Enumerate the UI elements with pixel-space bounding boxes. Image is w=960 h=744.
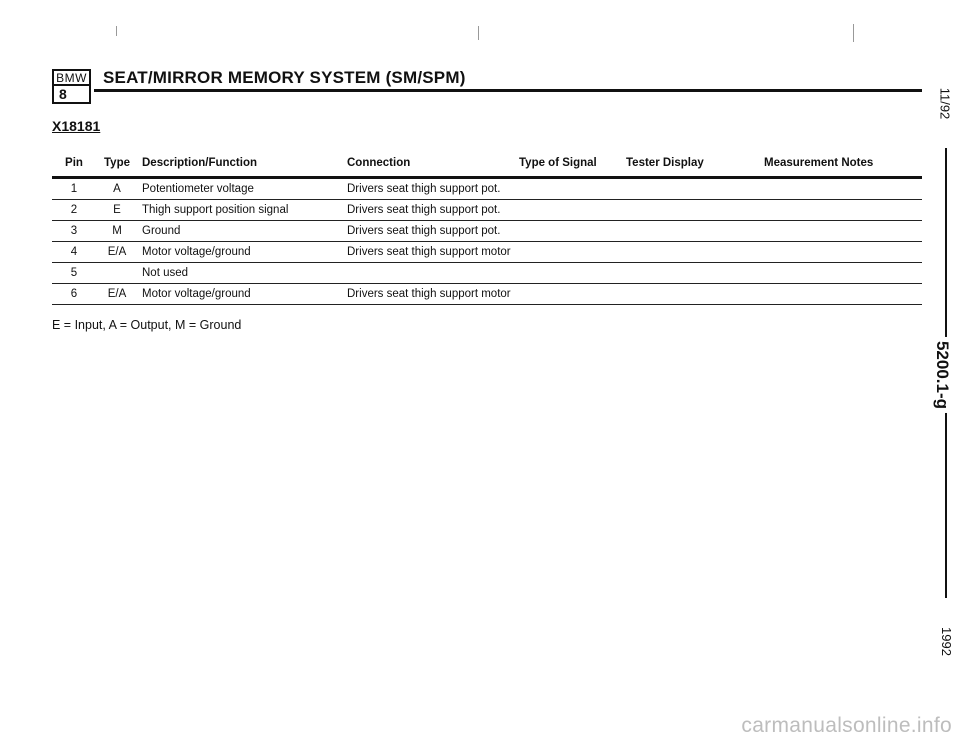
cell-pin: 2 [70,204,78,216]
cell-pin: 3 [70,225,78,237]
header-signal: Type of Signal [519,157,597,169]
cell-connection: Drivers seat thigh support pot. [347,225,501,237]
header-pin: Pin [65,157,83,169]
cell-description: Potentiometer voltage [142,183,254,195]
cell-type: A [113,183,121,195]
site-watermark: carmanualsonline.info [741,714,952,737]
cell-description: Thigh support position signal [142,204,289,216]
pin-table [52,152,922,305]
cell-type: E [113,204,121,216]
header-tester: Tester Display [626,157,704,169]
table-row [52,263,922,284]
table-row [52,242,922,263]
page-title: SEAT/MIRROR MEMORY SYSTEM (SM/SPM) [103,68,466,87]
cell-description: Motor voltage/ground [142,288,251,300]
bmw-8-series-logo [52,69,91,104]
cell-pin: 4 [70,246,78,258]
header-description: Description/Function [142,157,257,169]
cell-pin: 5 [70,267,78,279]
page-code: 5200.1-g [932,337,952,413]
cell-connection: Drivers seat thigh support motor [347,246,511,258]
logo-model: 8 [59,86,67,102]
table-row [52,200,922,221]
cell-type: E/A [107,246,127,258]
cell-type: M [112,225,122,237]
scan-mark [478,26,479,40]
cell-connection: Drivers seat thigh support pot. [347,183,501,195]
cell-pin: 1 [70,183,78,195]
cell-pin: 6 [70,288,78,300]
scan-mark [116,26,117,36]
cell-connection: Drivers seat thigh support pot. [347,204,501,216]
logo-brand: BMW [54,71,89,86]
table-header [52,152,922,179]
header-type: Type [104,157,130,169]
scan-mark [853,24,854,42]
connector-id: X18181 [52,118,101,134]
table-row [52,179,922,200]
type-legend: E = Input, A = Output, M = Ground [52,318,242,332]
cell-description: Not used [142,267,189,279]
cell-description: Motor voltage/ground [142,246,251,258]
table-row [52,221,922,242]
table-row [52,284,922,305]
edition-year: 1992 [938,627,954,656]
header-notes: Measurement Notes [764,157,874,169]
cell-description: Ground [142,225,181,237]
title-divider [94,89,922,92]
cell-type: E/A [107,288,127,300]
revision-date: 11/92 [937,87,953,120]
header-connection: Connection [347,157,411,169]
cell-connection: Drivers seat thigh support motor [347,288,511,300]
